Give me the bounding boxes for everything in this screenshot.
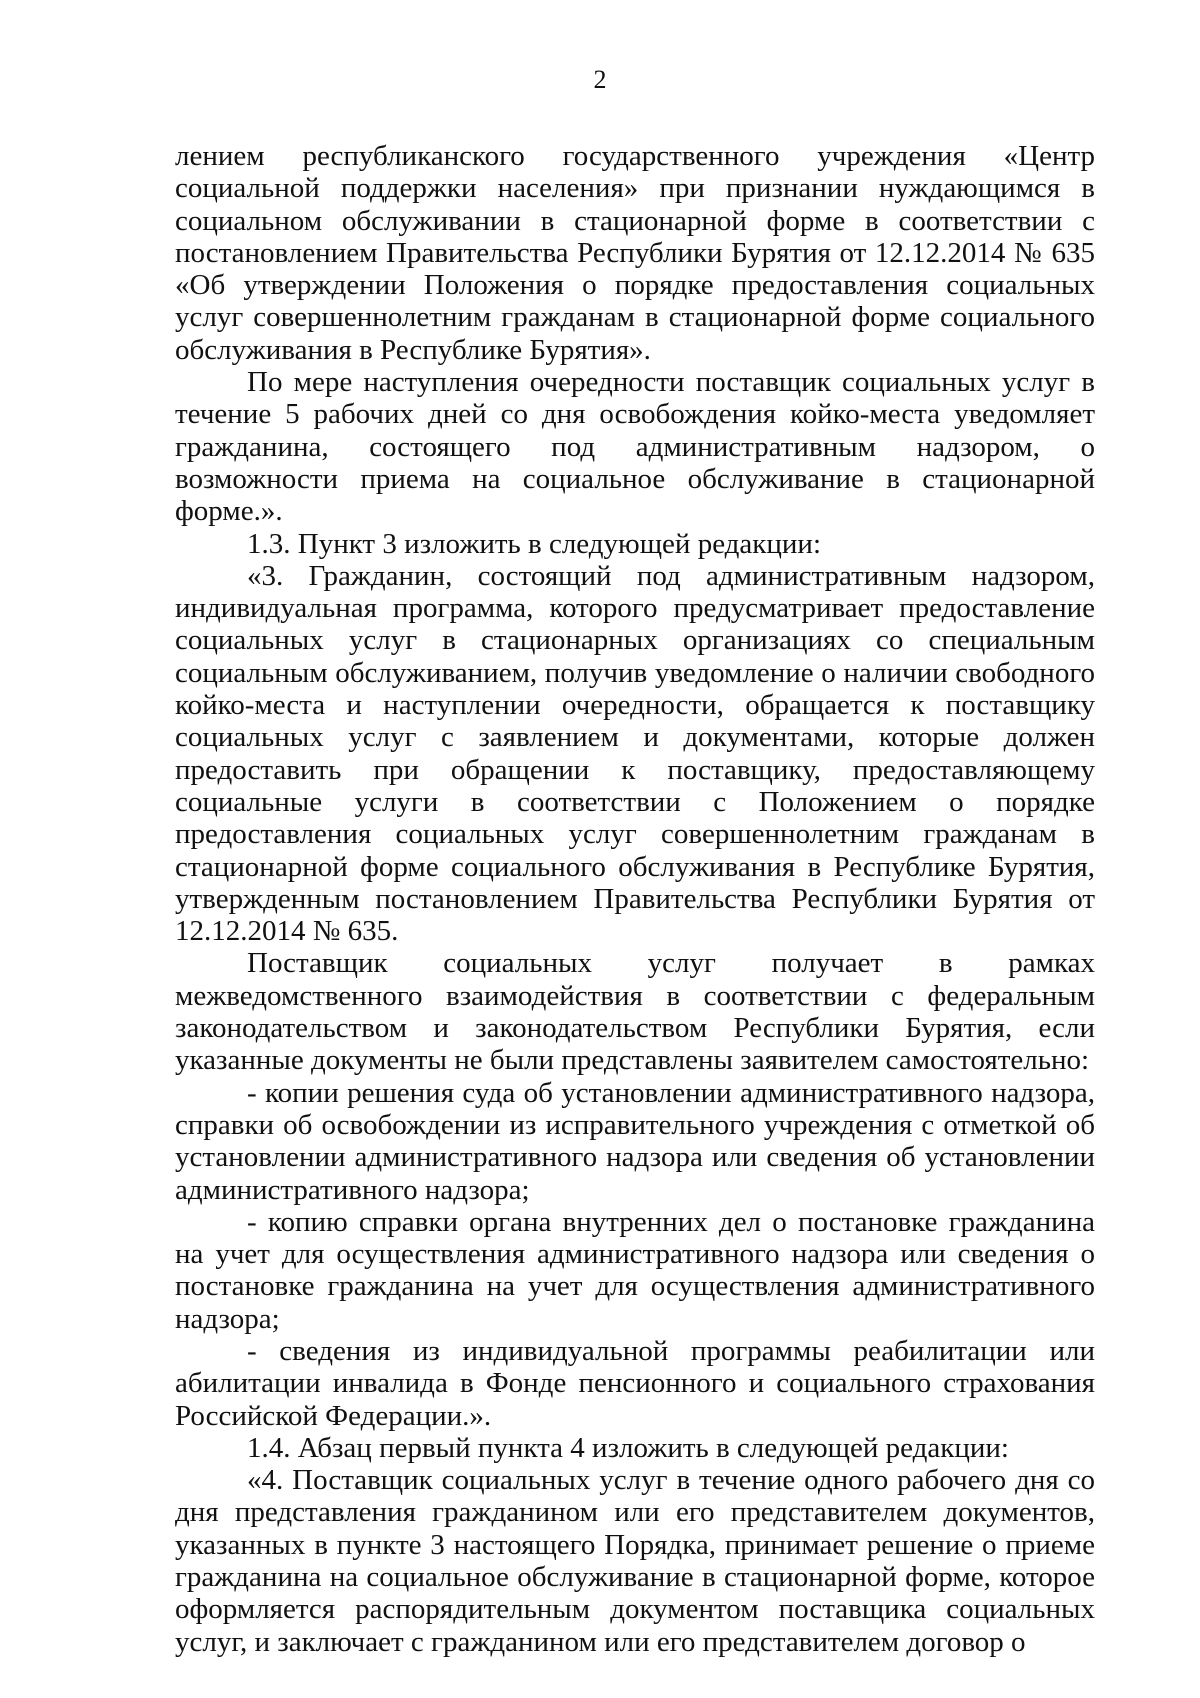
paragraph-4: «3. Гражданин, состоящий под административным надзором, индивидуальная программа, которого предусматривает предоставление социальных услуг в стационарных организациях со специальным социальным обслуживанием, получив уведомление о наличии свободного койко-места и наступлении очередности, обращается к поставщику социальных услуг с заявлением и документами, которые должен предоставить при обращении к поставщику, предоставляющему социальные услуги в соответствии с Положением о порядке предоставления социальных услуг совершеннолетним гражданам в стационарной форме социального обслуживания в Республике Бурятия, утвержденным постановлением Правительства Республики Бурятия от 12.12.2014 № 635. [175, 559, 1095, 948]
paragraph-7: - копию справки органа внутренних дел о постановке гражданина на учет для осуществления административного надзора или сведения о постановке гражданина на учет для осуществления административного надзора; [175, 1205, 1095, 1335]
paragraph-1: лением республиканского государственного учреждения «Центр социальной поддержки населения» при признании нуждающимся в социальном обслуживании в стационарной форме в соответствии с постановлением Правительства Республики Бурятия от 12.12.2014 № 635 «Об утверждении Положения о порядке предоставления социальных услуг совершеннолетним гражданам в стационарной форме социального обслуживания в Республике Бурятия». [175, 140, 1095, 366]
paragraph-8: - сведения из индивидуальной программы реабилитации или абилитации инвалида в Фонде пенсионного и социального страхования Российской Федерации.». [175, 1334, 1095, 1432]
document-body [175, 140, 1095, 1658]
paragraph-3: 1.3. Пункт 3 изложить в следующей редакции: [247, 527, 822, 560]
paragraph-2: По мере наступления очередности поставщик социальных услуг в течение 5 рабочих дней со дня освобождения койко-места уведомляет гражданина, состоящего под административным надзором, о возможности приема на социальное обслуживание в стационарной форме.». [175, 366, 1095, 528]
paragraph-9: 1.4. Абзац первый пункта 4 изложить в следующей редакции: [247, 1431, 1009, 1464]
paragraph-5: Поставщик социальных услуг получает в рамках межведомственного взаимодействия в соответствии с федеральным законодательством и законодательством Республики Бурятия, если указанные документы не были представлены заявителем самостоятельно: [175, 947, 1095, 1077]
paragraph-10: «4. Поставщик социальных услуг в течение одного рабочего дня со дня представления гражданином или его представителем документов, указанных в пункте 3 настоящего Порядка, принимает решение о приеме гражданина на социальное обслуживание в стационарной форме, которое оформляется распорядительным документом поставщика социальных услуг, и заключает с гражданином или его представителем договор о [175, 1464, 1095, 1658]
paragraph-6: - копии решения суда об установлении административного надзора, справки об освобождении из исправительного учреждения с отметкой об установлении административного надзора или сведения об установлении административного надзора; [175, 1076, 1095, 1206]
page-number: 2 [593, 65, 607, 94]
